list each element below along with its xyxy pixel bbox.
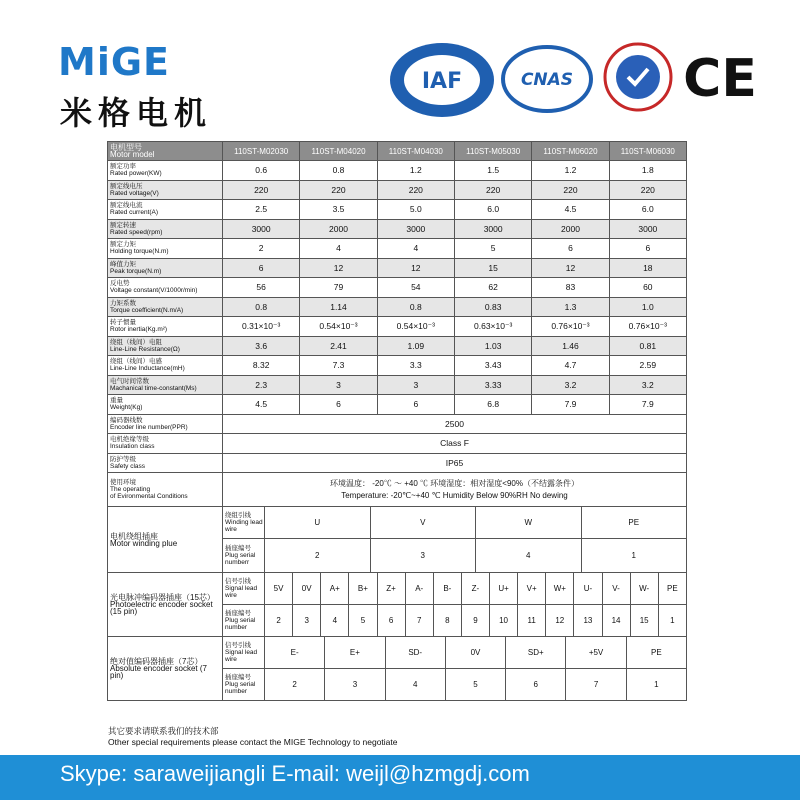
absolute-pin-cell: 6 — [506, 669, 566, 701]
spec-value: 2.41 — [300, 336, 377, 356]
winding-wire-u: U — [265, 507, 371, 539]
model-cell: 110ST-M04020 — [300, 142, 377, 161]
note-cn: 其它要求请联系我们的技术部 — [108, 726, 219, 736]
spec-value: 6 — [223, 258, 300, 278]
spec-value: 220 — [454, 180, 531, 200]
spec-value: 3.6 — [223, 336, 300, 356]
spec-value: 2000 — [532, 219, 609, 239]
absolute-signal-cell: 0V — [445, 637, 505, 669]
spec-value: 6 — [377, 395, 454, 415]
spec-row — [108, 200, 687, 220]
absolute-signal-cell: PE — [626, 637, 686, 669]
photo-pin-cell: 10 — [490, 605, 518, 637]
environment-value — [223, 473, 687, 507]
spec-value: 56 — [223, 278, 300, 298]
spec-row — [108, 336, 687, 356]
photo-pin-cell: 15 — [630, 605, 658, 637]
photo-pin-cell: 4 — [321, 605, 349, 637]
winding-wire-pe: PE — [581, 507, 687, 539]
supplier-assessment-icon — [603, 40, 673, 114]
absolute-pin-cell: 4 — [385, 669, 445, 701]
spec-value: 1.09 — [377, 336, 454, 356]
photo-pin-cell: 3 — [293, 605, 321, 637]
spec-value: 0.8 — [300, 161, 377, 181]
model-header-row — [108, 142, 687, 161]
photo-signal-cell: U+ — [490, 573, 518, 605]
model-cell: 110ST-M04030 — [377, 142, 454, 161]
spec-span-value: 2500 — [223, 414, 687, 434]
photo-signal-cell: B+ — [349, 573, 377, 605]
photo-signal-cell: V+ — [518, 573, 546, 605]
environment-row — [108, 473, 687, 507]
spec-value: 0.81 — [609, 336, 686, 356]
absolute-pin-cell: 7 — [566, 669, 626, 701]
note-en: Other special requirements please contact the MIGE Technology to negotiate — [108, 737, 398, 747]
spec-value: 0.8 — [377, 297, 454, 317]
spec-value: 3000 — [609, 219, 686, 239]
spec-value: 1.0 — [609, 297, 686, 317]
spec-value: 220 — [223, 180, 300, 200]
spec-value: 1.5 — [454, 161, 531, 181]
spec-value: 0.8 — [223, 297, 300, 317]
spec-value: 7.9 — [532, 395, 609, 415]
spec-table-wrapper — [107, 141, 687, 701]
model-cell: 110ST-M02030 — [223, 142, 300, 161]
photo-signal-cell: A- — [405, 573, 433, 605]
photo-pin-cell: 9 — [461, 605, 489, 637]
winding-label: 电机绕组插座 Motor winding plue — [108, 507, 223, 573]
spec-value: 0.76×10⁻³ — [609, 317, 686, 337]
absolute-signal-cell: E+ — [325, 637, 385, 669]
spec-row — [108, 395, 687, 415]
model-cell: 110ST-M06020 — [532, 142, 609, 161]
absolute-signal-cell: SD- — [385, 637, 445, 669]
photo-pin-cell: 5 — [349, 605, 377, 637]
contact-footer — [0, 755, 800, 800]
photo-signal-cell: W+ — [546, 573, 574, 605]
winding-plug-u: 2 — [265, 539, 371, 573]
spec-row-label: 额定线电流 Rated current(A) — [108, 200, 223, 220]
spec-value: 2.59 — [609, 356, 686, 376]
spec-value: 220 — [532, 180, 609, 200]
spec-value: 3.2 — [532, 375, 609, 395]
absolute-signal-cell: E- — [265, 637, 325, 669]
spec-value: 18 — [609, 258, 686, 278]
photo-signal-cell: V- — [602, 573, 630, 605]
spec-value: 1.14 — [300, 297, 377, 317]
spec-row — [108, 239, 687, 259]
spec-row-label: 力矩系数 Torque coefficient(N.m/A) — [108, 297, 223, 317]
absolute-pin-cell: 5 — [445, 669, 505, 701]
spec-value: 1.8 — [609, 161, 686, 181]
spec-row — [108, 161, 687, 181]
spec-value: 3.3 — [377, 356, 454, 376]
spec-value: 5 — [454, 239, 531, 259]
photo-pin-cell: 13 — [574, 605, 602, 637]
spec-value: 2000 — [300, 219, 377, 239]
winding-plug-pe: 1 — [581, 539, 687, 573]
spec-value: 6.8 — [454, 395, 531, 415]
spec-span-row — [108, 434, 687, 454]
spec-value: 2.5 — [223, 200, 300, 220]
spec-value: 4.7 — [532, 356, 609, 376]
iaf-cert-icon — [386, 40, 498, 120]
spec-span-row — [108, 414, 687, 434]
photo-signal-cell: U- — [574, 573, 602, 605]
spec-value: 3 — [300, 375, 377, 395]
spec-value: 7.3 — [300, 356, 377, 376]
spec-value: 12 — [377, 258, 454, 278]
model-cell: 110ST-M06030 — [609, 142, 686, 161]
spec-value: 0.83 — [454, 297, 531, 317]
spec-value: 62 — [454, 278, 531, 298]
photo-signal-cell: 5V — [265, 573, 293, 605]
winding-table — [107, 506, 687, 573]
iaf-cert-label: IAF — [421, 69, 463, 94]
spec-span-label: 编码器线数 Encoder line number(PPR) — [108, 414, 223, 434]
model-cell: 110ST-M05030 — [454, 142, 531, 161]
spec-span-label: 电机绝缘等级 Insulation class — [108, 434, 223, 454]
spec-row — [108, 180, 687, 200]
spec-value: 220 — [300, 180, 377, 200]
spec-value: 4 — [377, 239, 454, 259]
winding-plug-label: 插座编号 Plug serial numberr — [223, 539, 265, 573]
spec-value: 0.31×10⁻³ — [223, 317, 300, 337]
spec-row-label: 转子惯量 Rotor inertia(Kg.m²) — [108, 317, 223, 337]
spec-value: 0.54×10⁻³ — [377, 317, 454, 337]
photo-signal-cell: Z+ — [377, 573, 405, 605]
environment-label: 使用环境 The operating of Evironmental Conditions — [108, 473, 223, 507]
winding-plug-w: 4 — [476, 539, 582, 573]
spec-value: 4 — [300, 239, 377, 259]
environment-line-cn: 环境温度： -20℃ ～ +40 ℃ 环境湿度：相对湿度<90%（不结露条件） — [330, 478, 579, 488]
spec-value: 3000 — [454, 219, 531, 239]
ce-mark-icon — [680, 46, 760, 106]
model-header-label: 电机型号 Motor model — [108, 142, 223, 161]
spec-value: 7.9 — [609, 395, 686, 415]
spec-value: 3000 — [223, 219, 300, 239]
motor-spec-table — [107, 141, 687, 507]
photo-pin-cell: 2 — [265, 605, 293, 637]
winding-wire-v: V — [370, 507, 476, 539]
spec-value: 1.46 — [532, 336, 609, 356]
spec-row-label: 绕组（线间）电感 Line-Line Inductance(mH) — [108, 356, 223, 376]
photo-signal-cell: W- — [630, 573, 658, 605]
spec-value: 60 — [609, 278, 686, 298]
absolute-label: 绝对值编码器插座（7芯） Absolute encoder socket (7 pin) — [108, 637, 223, 701]
spec-value: 83 — [532, 278, 609, 298]
spec-value: 0.63×10⁻³ — [454, 317, 531, 337]
spec-value: 6 — [300, 395, 377, 415]
winding-wire-w: W — [476, 507, 582, 539]
absolute-signal-cell: +5V — [566, 637, 626, 669]
spec-value: 0.6 — [223, 161, 300, 181]
winding-wire-label: 绕组引线 Winding lead wire — [223, 507, 265, 539]
photo-pin-cell: 8 — [433, 605, 461, 637]
cnas-cert-icon — [500, 44, 595, 114]
spec-row — [108, 317, 687, 337]
absolute-signal-label: 信号引线 Signal lead wire — [223, 637, 265, 669]
spec-row — [108, 278, 687, 298]
spec-value: 0.76×10⁻³ — [532, 317, 609, 337]
absolute-pin-cell: 2 — [265, 669, 325, 701]
spec-span-row — [108, 453, 687, 473]
spec-value: 6 — [609, 239, 686, 259]
cnas-cert-label: CNAS — [520, 70, 574, 90]
winding-plug-v: 3 — [370, 539, 476, 573]
spec-row-label: 额定转速 Rated speed(rpm) — [108, 219, 223, 239]
spec-value: 2.3 — [223, 375, 300, 395]
photo-pin-cell: 1 — [658, 605, 686, 637]
spec-row — [108, 375, 687, 395]
photo-signal-label: 信号引线 Signal lead wire — [223, 573, 265, 605]
spec-row-label: 额定线电压 Rated voltage(V) — [108, 180, 223, 200]
spec-value: 4.5 — [532, 200, 609, 220]
spec-value: 3 — [377, 375, 454, 395]
photo-signal-cell: 0V — [293, 573, 321, 605]
absolute-encoder-table — [107, 636, 687, 701]
spec-value: 0.54×10⁻³ — [300, 317, 377, 337]
absolute-pin-cell: 1 — [626, 669, 686, 701]
spec-value: 2 — [223, 239, 300, 259]
spec-value: 3.2 — [609, 375, 686, 395]
photo-signal-cell: PE — [658, 573, 686, 605]
spec-value: 1.03 — [454, 336, 531, 356]
spec-row-label: 峰值力矩 Peak torque(N.m) — [108, 258, 223, 278]
photo-pin-cell: 6 — [377, 605, 405, 637]
photo-label: 光电脉冲编码器插座（15芯） Photoelectric encoder socket (15 pin) — [108, 573, 223, 637]
spec-value: 1.2 — [377, 161, 454, 181]
spec-row — [108, 356, 687, 376]
contact-note — [108, 726, 397, 748]
spec-value: 1.2 — [532, 161, 609, 181]
spec-value: 220 — [377, 180, 454, 200]
photo-signal-cell: Z- — [461, 573, 489, 605]
spec-value: 12 — [300, 258, 377, 278]
spec-row-label: 反电势 Voltage constant(V/1000r/min) — [108, 278, 223, 298]
spec-row — [108, 219, 687, 239]
spec-row-label: 重量 Weight(Kg) — [108, 395, 223, 415]
spec-row — [108, 297, 687, 317]
spec-value: 6.0 — [609, 200, 686, 220]
spec-value: 3.33 — [454, 375, 531, 395]
brand-logo-chinese: 米格电机 — [60, 94, 213, 132]
spec-row-label: 额定力矩 Holding torque(N.m) — [108, 239, 223, 259]
spec-row-label: 绕组（线间）电阻 Line-Line Resistance(Ω) — [108, 336, 223, 356]
photo-encoder-table — [107, 572, 687, 637]
absolute-pin-cell: 3 — [325, 669, 385, 701]
spec-value: 6.0 — [454, 200, 531, 220]
spec-value: 79 — [300, 278, 377, 298]
spec-span-label: 防护等级 Safety class — [108, 453, 223, 473]
spec-value: 54 — [377, 278, 454, 298]
spec-value: 3.43 — [454, 356, 531, 376]
photo-signal-cell: A+ — [321, 573, 349, 605]
spec-value: 15 — [454, 258, 531, 278]
photo-pin-cell: 12 — [546, 605, 574, 637]
ce-mark-label: CE — [683, 49, 757, 106]
photo-pin-cell: 7 — [405, 605, 433, 637]
spec-row-label: 电气时间常数 Machanical time-constant(Ms) — [108, 375, 223, 395]
photo-signal-cell: B- — [433, 573, 461, 605]
photo-pin-cell: 11 — [518, 605, 546, 637]
footer-contact: Skype: saraweijiangli E-mail: weijl@hzmgdj.com — [60, 761, 530, 786]
spec-span-value: IP65 — [223, 453, 687, 473]
photo-pin-cell: 14 — [602, 605, 630, 637]
spec-value: 8.32 — [223, 356, 300, 376]
environment-line-en: Temperature: -20℃~+40 ℃ Humidity Below 90%RH No dewing — [341, 490, 568, 500]
spec-value: 12 — [532, 258, 609, 278]
spec-value: 5.0 — [377, 200, 454, 220]
spec-value: 1.3 — [532, 297, 609, 317]
spec-row-label: 额定功率 Rated power(KW) — [108, 161, 223, 181]
photo-signal-row — [108, 573, 687, 605]
spec-value: 3.5 — [300, 200, 377, 220]
absolute-signal-row — [108, 637, 687, 669]
absolute-pin-label: 插座编号 Plug serial number — [223, 669, 265, 701]
brand-logo: MiGE — [58, 40, 170, 84]
photo-pin-label: 插座编号 Plug serial number — [223, 605, 265, 637]
spec-span-value: Class F — [223, 434, 687, 454]
spec-value: 220 — [609, 180, 686, 200]
spec-value: 3000 — [377, 219, 454, 239]
spec-value: 4.5 — [223, 395, 300, 415]
absolute-signal-cell: SD+ — [506, 637, 566, 669]
spec-value: 6 — [532, 239, 609, 259]
spec-row — [108, 258, 687, 278]
